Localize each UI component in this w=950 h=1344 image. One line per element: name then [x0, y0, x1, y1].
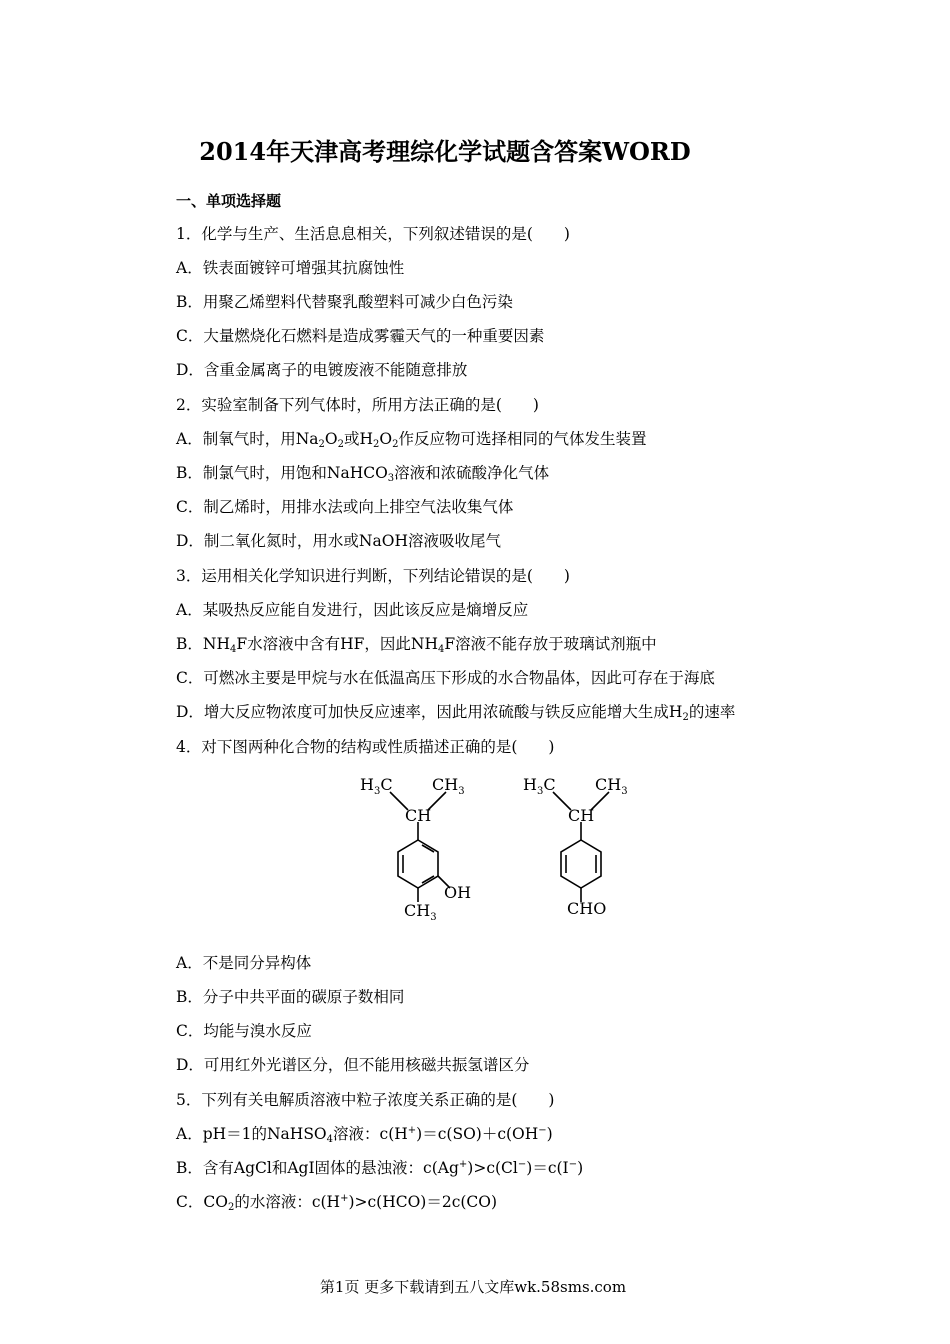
left-ch3-bottom-label: $CH_3$ — [404, 901, 437, 923]
question-1-stem: 1．化学与生产、生活息息相关，下列叙述错误的是( ) — [176, 225, 570, 243]
question-5-option-a: A．pH＝1的NaHSO$_4$溶液：c(H+)＝c(SO)＋c(OH−) — [176, 1125, 553, 1145]
question-3-option-c: C．可燃冰主要是甲烷与水在低温高压下形成的水合物晶体，因此可存在于海底 — [176, 669, 715, 687]
question-2-option-c: C．制乙烯时，用排水法或向上排空气法收集气体 — [176, 498, 514, 516]
question-2-stem: 2．实验室制备下列气体时，所用方法正确的是( ) — [176, 396, 539, 414]
left-ch3-label: $CH_3$ — [432, 775, 465, 797]
question-4-option-a: A．不是同分异构体 — [176, 954, 312, 972]
question-2-option-d: D．制二氧化氮时，用水或NaOH溶液吸收尾气 — [176, 532, 501, 550]
question-1-option-a: A．铁表面镀锌可增强其抗腐蚀性 — [176, 259, 405, 277]
question-4-option-c: C．均能与溴水反应 — [176, 1022, 312, 1040]
question-1-option-d: D．含重金属离子的电镀废液不能随意排放 — [176, 361, 468, 379]
right-cho-label: CHO — [567, 899, 607, 918]
question-3-option-a: A．某吸热反应能自发进行，因此该反应是熵增反应 — [176, 601, 529, 619]
question-5-option-b: B．含有AgCl和AgI固体的悬浊液：c(Ag+)>c(Cl−)＝c(I−) — [176, 1159, 584, 1177]
page-footer: 第1页 更多下载请到五八文库wk.58sms.com — [319, 1278, 627, 1296]
question-4-option-d: D．可用红外光谱区分，但不能用核磁共振氢谱区分 — [176, 1056, 530, 1074]
question-5-option-c: C．$CO_2$的水溶液：c(H+)>c(HCO)＝2c(CO) — [176, 1193, 498, 1213]
question-1-option-b: B．用聚乙烯塑料代替聚乳酸塑料可减少白色污染 — [176, 293, 513, 311]
right-ch3-label: $CH_3$ — [595, 775, 628, 797]
left-h3c-label: $H_3C$ — [360, 775, 393, 797]
question-4-stem: 4．对下图两种化合物的结构或性质描述正确的是( ) — [176, 738, 555, 756]
left-ch-label: CH — [405, 806, 432, 825]
question-3-option-d: D．增大反应物浓度可加快反应速率，因此用浓硫酸与铁反应能增大生成$H_2$的速率 — [176, 703, 736, 723]
question-4-option-b: B．分子中共平面的碳原子数相同 — [176, 988, 405, 1006]
left-oh-label: OH — [444, 883, 472, 902]
right-ch-label: CH — [568, 806, 595, 825]
question-2-option-a: A．制氧气时，用$Na_2O_2$或$H_2O_2$作反应物可选择相同的气体发生装置 — [176, 430, 647, 450]
question-2-option-b: B．制氯气时，用饱和NaHCO$_3$溶液和浓硫酸净化气体 — [176, 464, 550, 484]
question-5-stem: 5．下列有关电解质溶液中粒子浓度关系正确的是( ) — [176, 1091, 555, 1109]
page-title: 2014年天津高考理综化学试题含答案WORD — [199, 137, 691, 166]
question-3-option-b: B．$NH_4F$水溶液中含有HF，因此$NH_4F$溶液不能存放于玻璃试剂瓶中 — [176, 635, 657, 655]
section-heading: 一、单项选择题 — [176, 192, 282, 210]
structure-figure — [350, 770, 640, 930]
question-3-stem: 3．运用相关化学知识进行判断，下列结论错误的是( ) — [176, 567, 570, 585]
question-1-option-c: C．大量燃烧化石燃料是造成雾霾天气的一种重要因素 — [176, 327, 545, 345]
right-h3c-label: $H_3C$ — [523, 775, 556, 797]
